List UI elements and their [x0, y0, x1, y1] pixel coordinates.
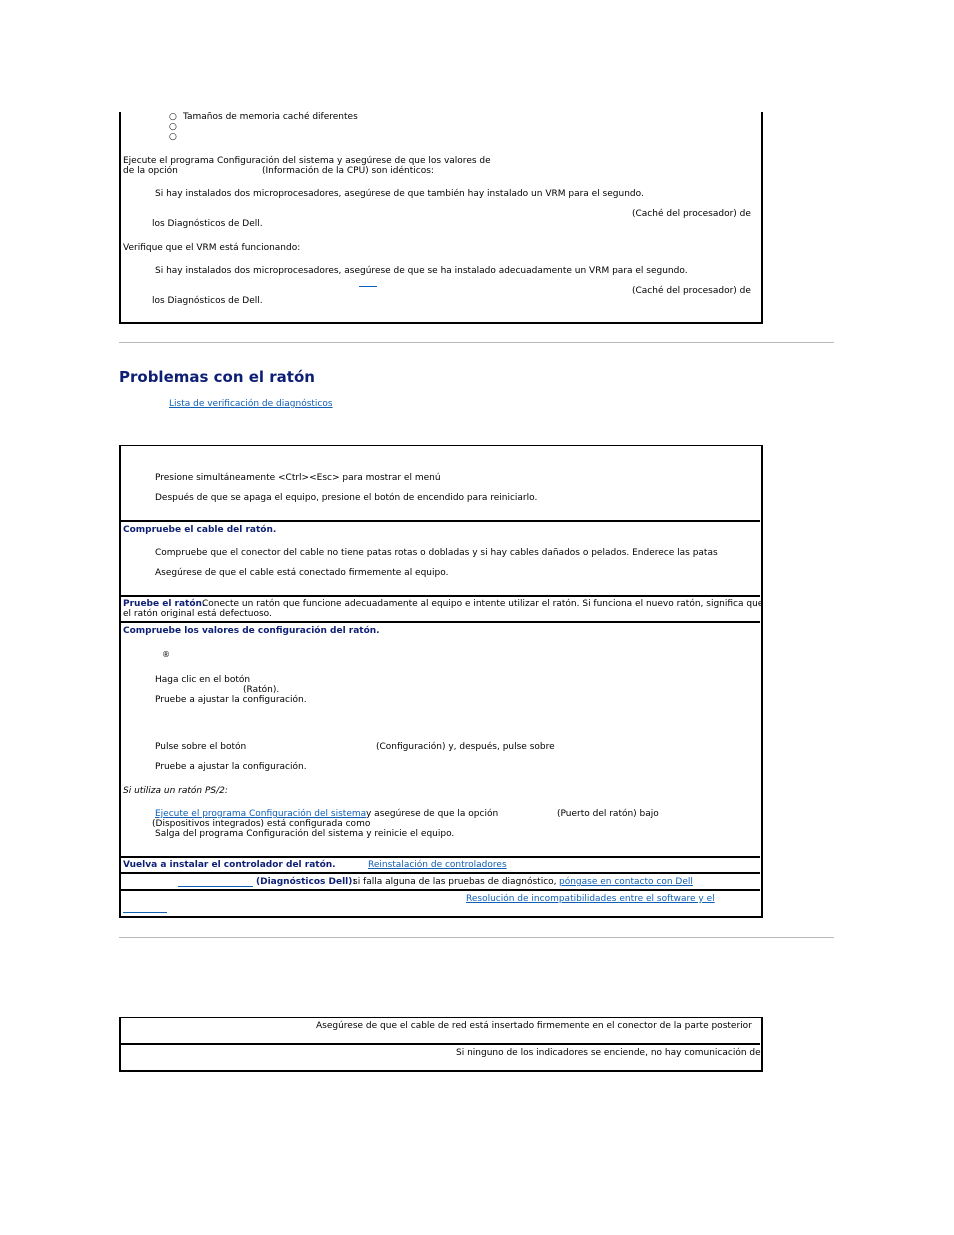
verify-vrm: Verifique que el VRM está funcionando:	[123, 243, 301, 253]
bullet-circle: ○	[169, 112, 177, 122]
cache-label-1: (Caché del procesador) de	[632, 209, 751, 219]
restart-power-on: Después de que se apaga el equipo, presione el botón de encendido para reiniciarlo.	[155, 493, 538, 503]
dell-diagnostics-1: los Diagnósticos de Dell.	[152, 219, 263, 229]
run-setup-line1: Ejecute el programa Configuración del sistema y asegúrese de que los valores de	[123, 156, 491, 166]
vrm-install-note: Si hay instalados dos microprocesadores, asegúrese de que también hay instalado un VRM para el segundo.	[155, 189, 644, 199]
reinstall-drivers-link[interactable]: Reinstalación de controladores	[368, 860, 507, 870]
click-button-text: Haga clic en el botón	[155, 675, 251, 685]
diagnostics-link-underline[interactable]	[178, 886, 253, 887]
mouse-port-text: (Puerto del ratón) bajo	[557, 809, 659, 819]
compat-link-underline[interactable]	[123, 912, 167, 913]
row-separator	[120, 889, 760, 891]
ensure-option-text: y asegúrese de que la opción	[366, 809, 499, 819]
bullet-circle: ○	[169, 132, 177, 142]
network-lights-row: Si ninguno de los indicadores se enciende, no hay comunicación de	[456, 1048, 761, 1058]
vrm-proper-note: Si hay instalados dos microprocesadores, asegúrese de que se ha instalado adecuadamente un VRM para el segundo.	[155, 266, 688, 276]
mouse-section-heading: Problemas con el ratón	[119, 368, 315, 386]
adjust-settings-1: Pruebe a ajustar la configuración.	[155, 695, 307, 705]
row-separator	[120, 520, 760, 522]
cache-label-2: (Caché del procesador) de	[632, 286, 751, 296]
row-separator	[120, 1043, 760, 1045]
cable-connector-text: Compruebe que el conector del cable no tiene patas rotas o dobladas y si hay cables dañados o pelados. Enderece las patas	[155, 548, 718, 558]
reinstall-driver-title: Vuelva a instalar el controlador del ratón.	[123, 860, 336, 870]
section-divider	[119, 937, 834, 938]
cable-secure-text: Asegúrese de que el cable está conectado firmemente al equipo.	[155, 568, 449, 578]
small-link-underline[interactable]	[359, 286, 377, 287]
mouse-label: (Ratón).	[243, 685, 280, 695]
ps2-mouse-note: Si utiliza un ratón PS/2:	[123, 786, 228, 796]
row-separator	[120, 856, 760, 858]
row-separator	[120, 595, 760, 597]
restart-ctrl-esc: Presione simultáneamente <Ctrl><Esc> para mostrar el menú	[155, 473, 441, 483]
run-setup-link[interactable]: Ejecute el programa Configuración del sistema	[155, 809, 367, 819]
bullet-cache-sizes: Tamaños de memoria caché diferentes	[183, 112, 358, 122]
config-then-text: (Configuración) y, después, pulse sobre	[376, 742, 555, 752]
integrated-devices-text: (Dispositivos integrados) está configurada como	[152, 819, 371, 829]
section-divider	[119, 342, 834, 343]
contact-dell-link[interactable]: póngase en contacto con Dell	[559, 877, 693, 887]
dell-diagnostics-2: los Diagnósticos de Dell.	[152, 296, 263, 306]
test-mouse-text-2: el ratón original está defectuoso.	[123, 609, 272, 619]
diagnostics-checklist-link[interactable]: Lista de verificación de diagnósticos	[169, 399, 333, 409]
dell-diagnostics-text: si falla alguna de las pruebas de diagnóstico,	[353, 877, 557, 887]
dell-diagnostics-title: (Diagnósticos Dell):	[256, 877, 356, 887]
software-compat-link[interactable]: Resolución de incompatibilidades entre el software y el	[466, 894, 715, 904]
run-setup-line2b: (Información de la CPU) son idénticos:	[262, 166, 434, 176]
adjust-settings-2: Pruebe a ajustar la configuración.	[155, 762, 307, 772]
test-mouse-text-1: Conecte un ratón que funcione adecuadamente al equipo e intente utilizar el ratón. Si funciona el nuevo ratón, significa que	[202, 599, 764, 609]
cable-check-title: Compruebe el cable del ratón.	[123, 525, 277, 535]
exit-setup-text: Salga del programa Configuración del sistema y reinicie el equipo.	[155, 829, 455, 839]
bullet-circle: ○	[169, 122, 177, 132]
network-cable-row: Asegúrese de que el cable de red está insertado firmemente en el conector de la parte posterior	[316, 1021, 752, 1031]
settings-check-title: Compruebe los valores de configuración del ratón.	[123, 626, 380, 636]
row-separator	[120, 872, 760, 874]
run-setup-line2a: de la opción	[123, 166, 178, 176]
row-separator	[120, 621, 760, 623]
test-mouse-title: Pruebe el ratón.	[123, 599, 206, 609]
press-button-text: Pulse sobre el botón	[155, 742, 247, 752]
registered-mark: ®	[162, 650, 170, 659]
